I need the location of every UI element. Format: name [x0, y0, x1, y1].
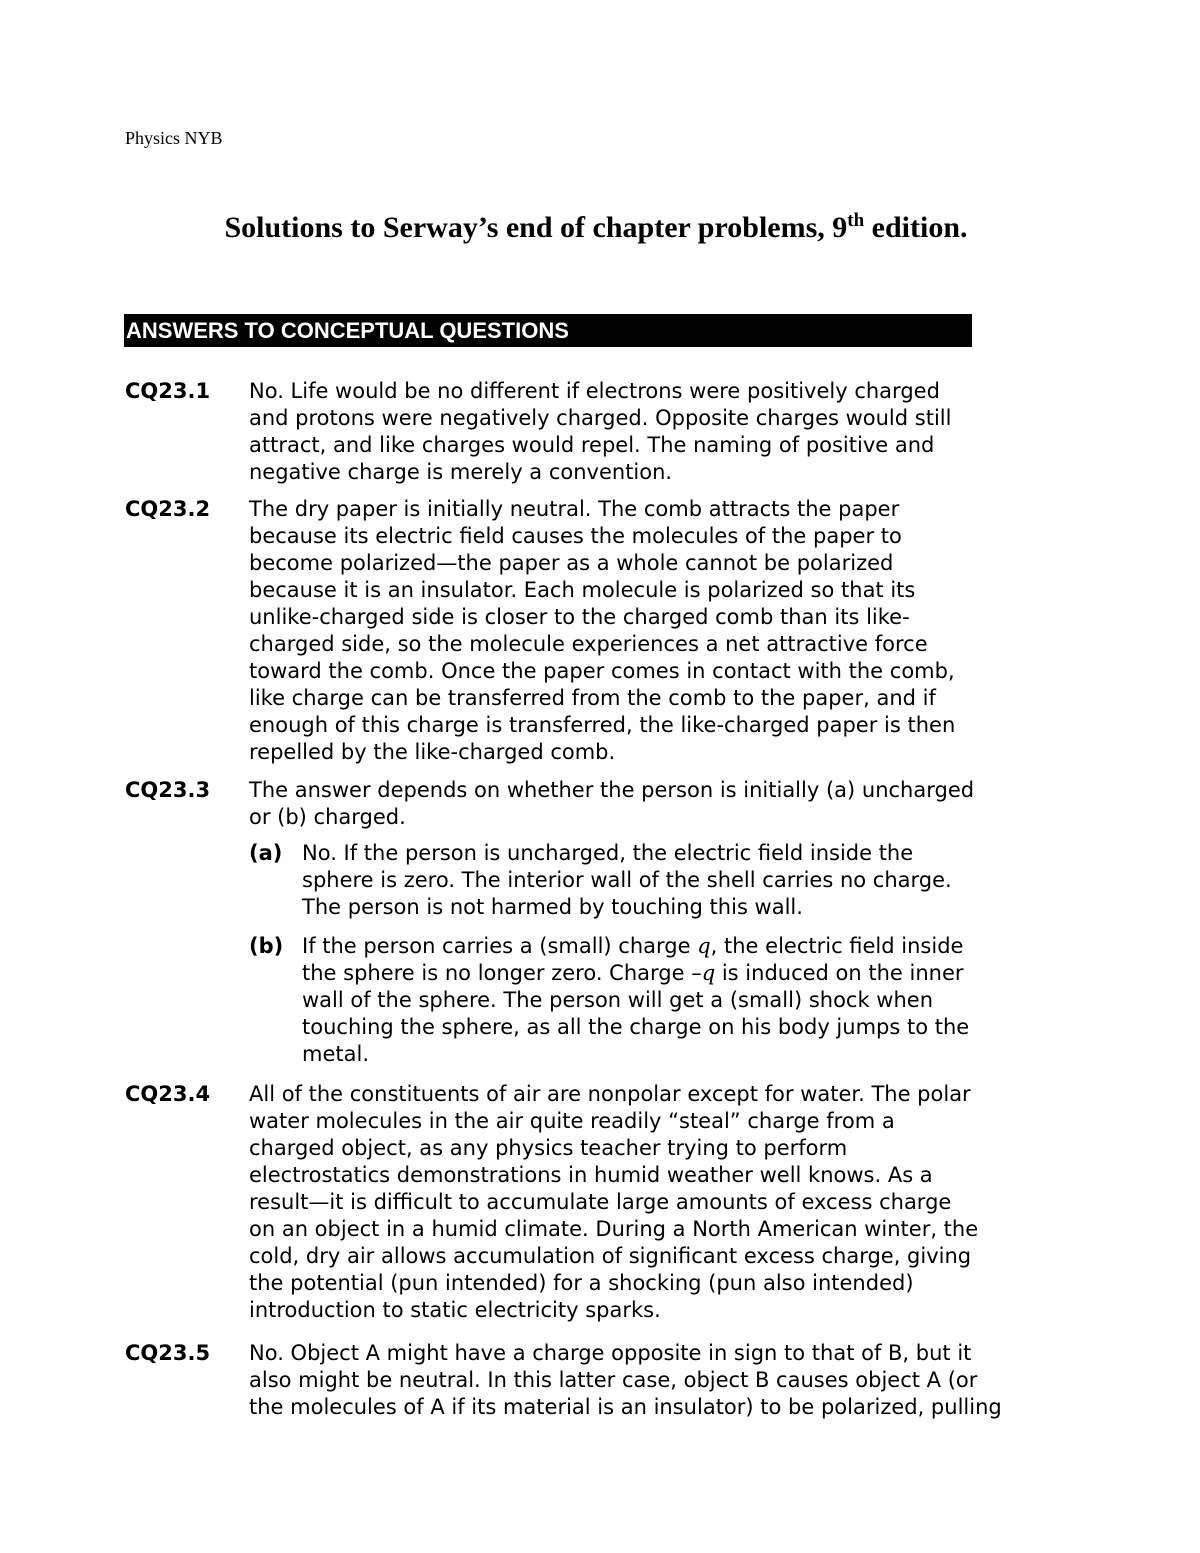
answer-label: (b) [249, 934, 284, 958]
text-line: result—it is difficult to accumulate large amounts of excess charge [249, 1190, 952, 1214]
text-line: If the person carries a (small) charge q, the electric field inside [302, 934, 964, 958]
text-line: cold, dry air allows accumulation of significant excess charge, giving [249, 1244, 972, 1268]
answer-text [302, 840, 952, 921]
text-line: The person is not harmed by touching this wall. [302, 895, 803, 919]
text-line: All of the constituents of air are nonpolar except for water. The polar [249, 1082, 971, 1106]
text-line: enough of this charge is transferred, the like-charged paper is then [249, 713, 956, 737]
text-line: unlike-charged side is closer to the charged comb than its like- [249, 605, 910, 629]
answer-label: (a) [249, 841, 283, 865]
text-line: like charge can be transferred from the comb to the paper, and if [249, 686, 936, 710]
answer-text [302, 933, 969, 1068]
text-line: toward the comb. Once the paper comes in contact with the comb, [249, 659, 955, 683]
text-line: because it is an insulator. Each molecule is polarized so that its [249, 578, 916, 602]
text-line: charged object, as any physics teacher trying to perform [249, 1136, 848, 1160]
text-line: and protons were negatively charged. Opposite charges would still [249, 406, 952, 430]
answer-label: CQ23.1 [125, 379, 211, 403]
answer-text [249, 777, 974, 831]
answer-label: CQ23.3 [125, 778, 211, 802]
text-line: wall of the sphere. The person will get a (small) shock when [302, 988, 934, 1012]
text-line: charged side, so the molecule experiences a net attractive force [249, 632, 928, 656]
answer-text [249, 1340, 1002, 1421]
answer-label: CQ23.5 [125, 1341, 211, 1365]
text-line: repelled by the like-charged comb. [249, 740, 616, 764]
text-line: electrostatics demonstrations in humid weather well knows. As a [249, 1163, 933, 1187]
text-line: metal. [302, 1042, 369, 1066]
answer-text [249, 1081, 978, 1324]
text-line: or (b) charged. [249, 805, 406, 829]
text-line: No. If the person is uncharged, the electric field inside the [302, 841, 914, 865]
text-line: No. Life would be no different if electrons were positively charged [249, 379, 940, 403]
answer-label: CQ23.2 [125, 497, 211, 521]
text-line: become polarized—the paper as a whole cannot be polarized [249, 551, 894, 575]
document-title: Solutions to Serway’s end of chapter problems, 9th edition. [224, 210, 968, 244]
text-line: No. Object A might have a charge opposite in sign to that of B, but it [249, 1341, 972, 1365]
answer-text [249, 496, 955, 766]
text-line: The answer depends on whether the person is initially (a) uncharged [249, 778, 975, 802]
section-heading-bar: ANSWERS TO CONCEPTUAL QUESTIONS [124, 314, 972, 347]
text-line: also might be neutral. In this latter case, object B causes object A (or [249, 1368, 978, 1392]
text-line: because its electric field causes the molecules of the paper to [249, 524, 902, 548]
document-header: Physics NYB [125, 128, 223, 148]
text-line: on an object in a humid climate. During a North American winter, the [249, 1217, 979, 1241]
text-line: introduction to static electricity sparks. [249, 1298, 661, 1322]
text-line: The dry paper is initially neutral. The comb attracts the paper [249, 497, 900, 521]
text-line: negative charge is merely a convention. [249, 460, 673, 484]
text-line: the molecules of A if its material is an insulator) to be polarized, pulling [249, 1395, 1002, 1419]
text-line: sphere is zero. The interior wall of the shell carries no charge. [302, 868, 952, 892]
math-variable: q [697, 934, 711, 958]
text-line: water molecules in the air quite readily “steal” charge from a [249, 1109, 895, 1133]
text-line: the sphere is no longer zero. Charge –q is induced on the inner [302, 961, 964, 985]
text-line: touching the sphere, as all the charge on his body jumps to the [302, 1015, 970, 1039]
text-line: the potential (pun intended) for a shocking (pun also intended) [249, 1271, 914, 1295]
answer-label: CQ23.4 [125, 1082, 211, 1106]
math-variable: q [701, 961, 716, 985]
answer-text [249, 378, 951, 486]
text-line: attract, and like charges would repel. The naming of positive and [249, 433, 935, 457]
